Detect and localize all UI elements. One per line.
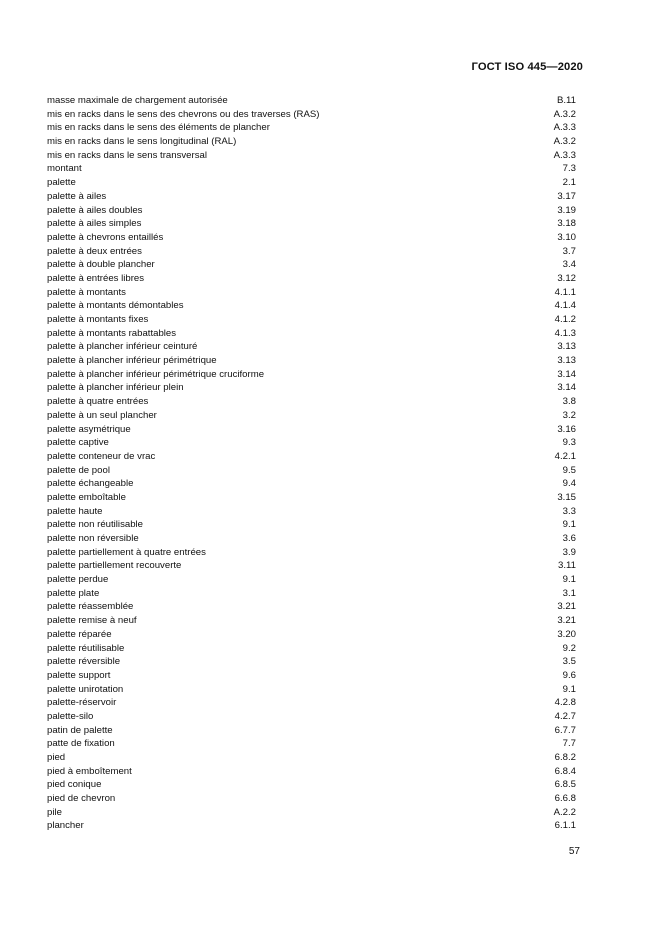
- index-term: palette à plancher inférieur plein: [47, 382, 184, 394]
- index-entry: [47, 683, 576, 697]
- index-reference: 3.7: [562, 245, 576, 257]
- index-term: patte de fixation: [47, 738, 115, 750]
- index-term: palette réversible: [47, 656, 121, 668]
- index-reference: 3.13: [557, 355, 576, 367]
- index-reference: 3.11: [558, 560, 576, 572]
- index-reference: 4.1.1: [554, 286, 576, 298]
- index-term: palette à quatre entrées: [47, 396, 149, 408]
- index-term: palette support: [47, 669, 111, 681]
- index-reference: A.3.3: [553, 122, 576, 134]
- index-reference: 2.1: [562, 177, 576, 189]
- index-reference: A.2.2: [553, 806, 576, 818]
- index-term: palette à un seul plancher: [47, 409, 157, 421]
- index-reference: 4.1.3: [554, 327, 576, 339]
- index-entry: [47, 778, 576, 792]
- index-term: palette haute: [47, 505, 103, 517]
- index-entry: [47, 477, 576, 491]
- page-number: 57: [568, 846, 580, 857]
- index-term: pied: [47, 752, 66, 763]
- index-term: palette emboîtable: [47, 491, 126, 503]
- index-entry: [47, 162, 576, 176]
- index-reference: 3.9: [562, 546, 576, 558]
- index-reference: 3.3: [562, 505, 576, 517]
- index-term: palette conteneur de vrac: [47, 450, 156, 462]
- index-entry: [47, 436, 576, 450]
- index-term: montant: [47, 163, 82, 175]
- index-reference: A.3.2: [553, 108, 576, 120]
- index-entry: [47, 614, 576, 628]
- index-term: palette réutilisable: [47, 642, 125, 654]
- index-reference: 6.1.1: [554, 820, 576, 832]
- index-entry: [47, 135, 576, 149]
- index-term: palette à ailes doubles: [47, 204, 143, 216]
- index-entry: [47, 751, 576, 765]
- index-term: mis en racks dans le sens des chevrons ou des traverses (RAS): [47, 108, 320, 120]
- index-term: pied à emboîtement: [47, 765, 132, 777]
- index-term: palette à montants démontables: [47, 300, 184, 312]
- index-term: plancher: [47, 820, 84, 832]
- index-reference: 9.4: [562, 478, 576, 490]
- index-term: palette remise à neuf: [47, 615, 137, 627]
- index-term: palette échangeable: [47, 478, 134, 490]
- index-term: patin de palette: [47, 724, 113, 736]
- index-term: palette-réservoir: [47, 697, 117, 709]
- index-reference: 9.1: [562, 683, 576, 695]
- index-reference: 3.14: [557, 368, 576, 380]
- index-entry: [47, 409, 576, 423]
- index-reference: 7.7: [562, 738, 576, 750]
- index-reference: 3.18: [557, 218, 576, 230]
- index-entry: [47, 299, 576, 313]
- index-entry: [47, 573, 576, 587]
- index-reference: 3.2: [562, 409, 576, 421]
- index-entry: [47, 737, 576, 751]
- index-term: palette unirotation: [47, 683, 124, 695]
- index-term: palette à montants rabattables: [47, 327, 177, 339]
- index-term: palette à plancher inférieur périmétrique: [47, 355, 217, 367]
- index-reference: 9.6: [562, 669, 576, 681]
- index-reference: 4.1.2: [554, 314, 576, 325]
- index-reference: 9.1: [562, 519, 576, 531]
- index-term: pile: [47, 806, 62, 818]
- index-entry: [47, 505, 576, 519]
- index-term: palette perdue: [47, 574, 109, 586]
- index-entry: [47, 286, 576, 300]
- index-reference: 3.13: [557, 341, 576, 353]
- index-entry: [47, 121, 576, 135]
- index-term: masse maximale de chargement autorisée: [47, 95, 228, 106]
- index-entry: [47, 491, 576, 505]
- index-reference: 3.5: [562, 656, 576, 668]
- index-term: palette à montants: [47, 286, 126, 298]
- index-reference: 4.2.1: [554, 450, 576, 462]
- index-term: pied conique: [47, 779, 102, 791]
- index-reference: 3.21: [557, 615, 576, 627]
- index-reference: 6.8.2: [554, 752, 576, 763]
- index-entry: [47, 176, 576, 190]
- index-entry: [47, 340, 576, 354]
- index-reference: 3.15: [557, 491, 576, 503]
- index-reference: 3.8: [562, 396, 576, 408]
- index-reference: 3.14: [557, 382, 576, 394]
- index-term: palette à plancher inférieur ceinturé: [47, 341, 198, 353]
- index-term: palette réparée: [47, 628, 112, 640]
- index-reference: 9.3: [562, 437, 576, 449]
- index-entry: [47, 806, 576, 820]
- index-reference: 3.21: [557, 601, 576, 613]
- index-reference: A.3.2: [553, 136, 576, 148]
- index-term: mis en racks dans le sens transversal: [47, 149, 207, 161]
- index-reference: 6.8.5: [554, 779, 576, 791]
- index-entry: [47, 655, 576, 669]
- index-reference: 3.1: [562, 587, 576, 599]
- index-entry: [47, 464, 576, 478]
- index-entry: [47, 765, 576, 779]
- index-term: palette à ailes simples: [47, 218, 142, 230]
- index-entry: [47, 395, 576, 409]
- index-entry: [47, 642, 576, 656]
- index-entry: [47, 204, 576, 218]
- index-reference: 3.4: [562, 259, 576, 271]
- index-term: palette plate: [47, 587, 100, 599]
- alphabetical-index: [47, 94, 576, 833]
- index-reference: 3.20: [557, 628, 576, 640]
- index-reference: 3.6: [562, 533, 576, 544]
- index-reference: 7.3: [562, 163, 576, 175]
- index-term: palette non réversible: [47, 533, 139, 544]
- index-term: palette-silo: [47, 710, 94, 722]
- index-entry: [47, 546, 576, 560]
- index-entry: [47, 559, 576, 573]
- index-term: palette de pool: [47, 464, 110, 476]
- index-entry: [47, 354, 576, 368]
- index-entry: [47, 628, 576, 642]
- index-term: palette à deux entrées: [47, 245, 142, 257]
- index-entry: [47, 423, 576, 437]
- index-term: palette à chevrons entaillés: [47, 231, 164, 243]
- index-reference: 4.1.4: [554, 300, 576, 312]
- index-reference: 6.7.7: [554, 724, 576, 736]
- index-term: mis en racks dans le sens des éléments de plancher: [47, 122, 270, 134]
- index-entry: [47, 190, 576, 204]
- index-entry: [47, 149, 576, 163]
- index-term: pied de chevron: [47, 793, 116, 805]
- index-entry: [47, 381, 576, 395]
- index-entry: [47, 245, 576, 259]
- index-entry: [47, 313, 576, 327]
- index-entry: [47, 710, 576, 724]
- index-reference: 6.6.8: [554, 793, 576, 805]
- index-term: palette à montants fixes: [47, 314, 149, 325]
- index-entry: [47, 368, 576, 382]
- index-entry: [47, 587, 576, 601]
- index-entry: [47, 450, 576, 464]
- index-reference: 3.10: [557, 231, 576, 243]
- index-entry: [47, 94, 576, 108]
- index-reference: 9.1: [562, 574, 576, 586]
- index-entry: [47, 518, 576, 532]
- index-reference: 3.16: [557, 423, 576, 435]
- index-reference: 9.2: [562, 642, 576, 654]
- index-entry: [47, 272, 576, 286]
- index-term: mis en racks dans le sens longitudinal (RAL): [47, 136, 237, 148]
- index-entry: [47, 327, 576, 341]
- index-entry: [47, 819, 576, 833]
- index-term: palette non réutilisable: [47, 519, 144, 531]
- index-reference: 3.19: [557, 204, 576, 216]
- index-reference: 4.2.8: [554, 697, 576, 709]
- index-term: palette captive: [47, 437, 109, 449]
- document-header: ГОСТ ISO 445—2020: [471, 61, 583, 73]
- index-entry: [47, 792, 576, 806]
- index-term: palette asymétrique: [47, 423, 131, 435]
- index-reference: 3.17: [557, 190, 576, 202]
- index-reference: B.11: [556, 95, 576, 106]
- index-term: palette partiellement recouverte: [47, 560, 182, 572]
- index-term: palette partiellement à quatre entrées: [47, 546, 206, 558]
- index-term: palette à ailes: [47, 190, 107, 202]
- index-entry: [47, 696, 576, 710]
- index-reference: A.3.3: [553, 149, 576, 161]
- index-term: palette à plancher inférieur périmétrique cruciforme: [47, 368, 265, 380]
- index-entry: [47, 217, 576, 231]
- index-term: palette: [47, 177, 76, 189]
- index-entry: [47, 669, 576, 683]
- index-reference: 4.2.7: [554, 710, 576, 722]
- index-reference: 6.8.4: [554, 765, 576, 777]
- index-entry: [47, 600, 576, 614]
- index-entry: [47, 231, 576, 245]
- index-reference: 3.12: [557, 272, 576, 284]
- index-entry: [47, 724, 576, 738]
- index-term: palette à double plancher: [47, 259, 155, 271]
- index-entry: [47, 108, 576, 122]
- index-reference: 9.5: [562, 464, 576, 476]
- index-entry: [47, 532, 576, 546]
- index-term: palette à entrées libres: [47, 272, 145, 284]
- index-entry: [47, 258, 576, 272]
- index-term: palette réassemblée: [47, 601, 134, 613]
